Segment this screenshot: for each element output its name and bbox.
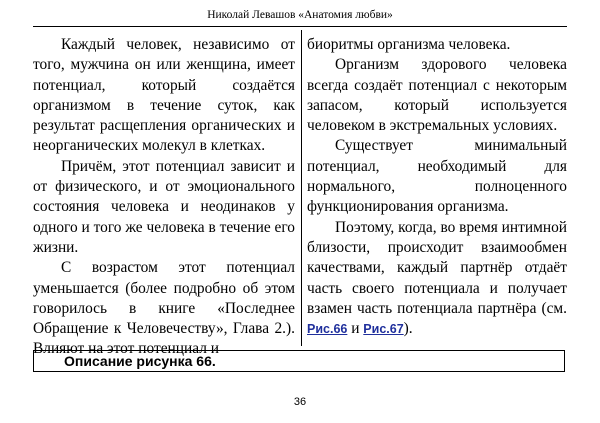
header-rule: [33, 26, 567, 27]
figure-66-link[interactable]: Рис.66: [307, 322, 348, 337]
right-column: [307, 35, 567, 339]
paragraph-continuation: биоритмы организма человека.: [307, 36, 511, 53]
figure-caption: Описание рисунка 66.: [64, 353, 216, 369]
paragraph: Организм здорового человека всегда создаёт потенциал с некоторым запасом, который используется человеком в экстремальных условиях.: [307, 56, 567, 135]
left-column: [33, 35, 295, 360]
paragraph: Причём, этот потенциал зависит и от физического, и от эмоционального состояния человека и неодинаков у одного и того же человека в течение его жизни.: [33, 157, 295, 256]
figure-caption-box: [33, 350, 565, 372]
page-number: 36: [293, 396, 307, 408]
paragraph: Существует минимальный потенциал, необходимый для нормального, полноценного функционирования организма.: [307, 137, 567, 216]
running-header: Николай Левашов «Анатомия любви»: [207, 9, 393, 21]
paragraph-with-figure-links: [307, 218, 567, 340]
paragraph: С возрастом этот потенциал уменьшается (более подробно об этом говорилось в книге «Последнее Обращение к Человечеству», Глава 2.). Влияют на этот потенциал и: [33, 259, 295, 358]
paragraph-text: Поэтому, когда, во время интимной близости, происходит взаимообмен качествами, каждый партнёр отдаёт часть своего потенциала и получает взамен часть потенциала партнёра (см.: [307, 218, 567, 317]
paragraph: Каждый человек, независимо от того, мужчина он или женщина, имеет потенциал, который создаётся организмом в течение суток, как результат расщепления органических и неорганических молекул в клетках.: [33, 36, 295, 155]
closing-text: ).: [403, 320, 413, 338]
figure-67-link[interactable]: Рис.67: [363, 322, 404, 337]
column-divider: [301, 30, 302, 346]
conjunction-text: и: [347, 320, 364, 338]
